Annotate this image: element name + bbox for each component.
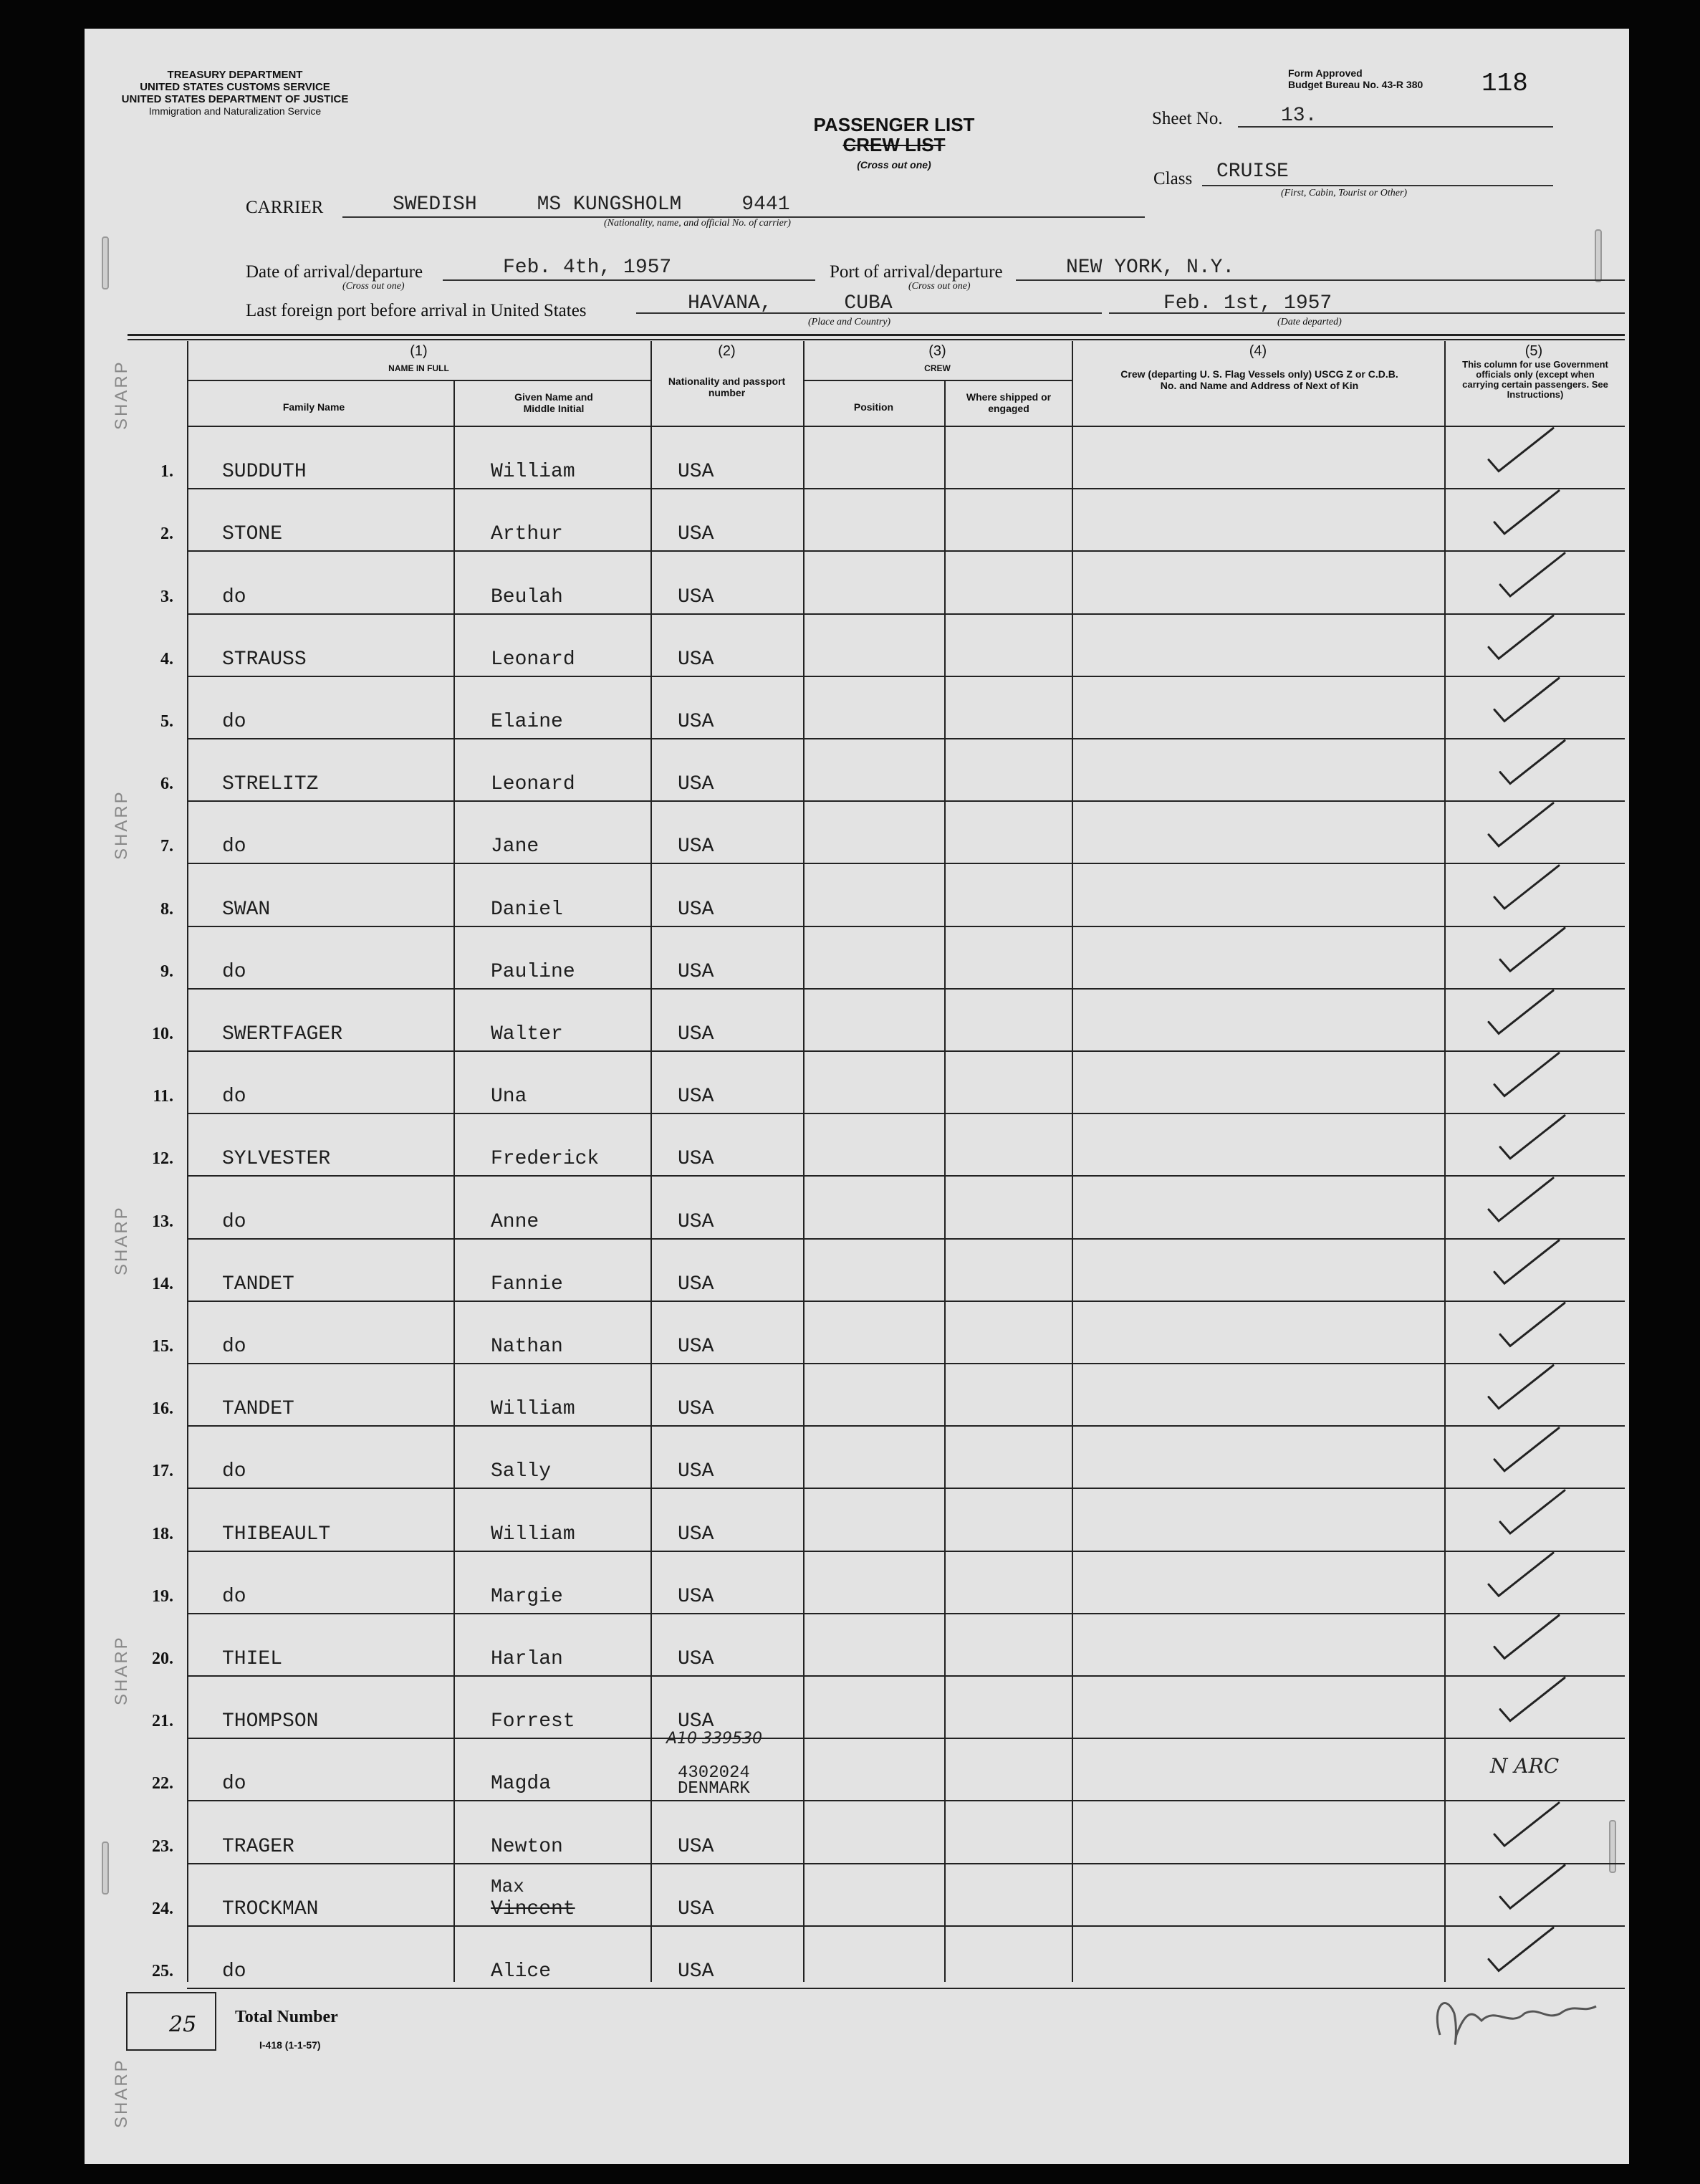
family-name: TROCKMAN [222, 1897, 319, 1920]
total-value: 25 [169, 2012, 197, 2037]
last-port-hint: (Place and Country) [808, 317, 891, 327]
nationality: USA [678, 461, 714, 484]
nationality: USA [678, 1897, 714, 1920]
row-number: 2. [160, 525, 173, 544]
agency-line: TREASURY DEPARTMENT [167, 69, 303, 81]
given-name: Jane [491, 835, 539, 858]
checkmark-icon [1489, 990, 1553, 1033]
col3-position-header: Position [853, 401, 894, 413]
nationality: USA [678, 1210, 714, 1233]
row-number: 14. [152, 1274, 173, 1293]
given-name: Leonard [491, 648, 575, 671]
row-number: 11. [153, 1087, 173, 1106]
checkmark-icon [1494, 1615, 1559, 1658]
nationality: USA [678, 1148, 714, 1171]
arrival-label: Date of arrival/departure [246, 262, 423, 282]
date-departed-hint: (Date departed) [1277, 317, 1342, 327]
row-number: 18. [152, 1524, 173, 1543]
nationality: USA [678, 1336, 714, 1358]
row-number: 17. [152, 1462, 173, 1481]
row-number: 19. [152, 1586, 173, 1606]
nationality: USA [678, 1460, 714, 1483]
family-name: TANDET [222, 1273, 294, 1295]
row-number: 22. [152, 1774, 173, 1793]
row-number: 3. [160, 587, 173, 606]
nationality: USA [678, 960, 714, 983]
family-name: do [222, 835, 246, 858]
form-number: I-418 (1-1-57) [259, 2039, 321, 2051]
last-port-label: Last foreign port before arrival in United States [246, 301, 587, 320]
margin-stamp: SHARP [112, 1205, 131, 1275]
family-name: STONE [222, 523, 283, 546]
title-passenger: PASSENGER LIST [813, 114, 975, 135]
checkmark-icon [1500, 1116, 1565, 1159]
given-name: Forrest [491, 1710, 575, 1733]
nationality: USA [678, 1835, 714, 1858]
given-name: Walter [491, 1023, 563, 1045]
family-name: do [222, 711, 246, 733]
checkmark-icon [1494, 1428, 1559, 1471]
col3-title: CREW [924, 363, 951, 373]
budget-bureau: Budget Bureau No. 43-R 380 [1288, 79, 1423, 90]
col1-given-header: Given Name and Middle Initial [514, 391, 593, 414]
nationality: USA [678, 1710, 714, 1733]
arrival-value: Feb. 4th, 1957 [503, 257, 672, 279]
margin-stamp: SHARP [112, 2058, 131, 2128]
sheet-label: Sheet No. [1152, 109, 1223, 128]
row-number: 25. [152, 1962, 173, 1981]
form-approved-label: Form Approved [1288, 67, 1363, 79]
checkmark-icon [1489, 803, 1553, 846]
checkmark-icon [1489, 616, 1553, 658]
title-hint: (Cross out one) [857, 159, 931, 171]
row-number: 20. [152, 1649, 173, 1668]
checkmark-icon [1500, 928, 1565, 971]
given-name: William [491, 461, 575, 484]
agency-line: Immigration and Naturalization Service [148, 105, 322, 117]
date-departed-value: Feb. 1st, 1957 [1163, 292, 1332, 315]
nationality: USA [678, 1523, 714, 1546]
row-number: 6. [160, 775, 173, 794]
row24-correction: Max [491, 1876, 524, 1897]
col5-number: (5) [1524, 343, 1543, 359]
sheet-value: 13. [1281, 105, 1317, 127]
arrival-hint: (Cross out one) [342, 281, 405, 292]
given-name: Leonard [491, 773, 575, 796]
agency-line: UNITED STATES DEPARTMENT OF JUSTICE [121, 93, 349, 105]
port-value: NEW YORK, N.Y. [1066, 257, 1235, 279]
checkmark-icon [1494, 1053, 1559, 1096]
given-name: Margie [491, 1585, 563, 1608]
total-label: Total Number [235, 2008, 338, 2026]
port-label: Port of arrival/departure [830, 262, 1003, 282]
margin-stamp: SHARP [112, 790, 131, 860]
given-name: William [491, 1398, 575, 1421]
carrier-value: SWEDISH MS KUNGSHOLM 9441 [393, 193, 790, 216]
col2-title: Nationality and passport number [668, 375, 786, 398]
given-name: Alice [491, 1960, 552, 1983]
signature-icon [1437, 2003, 1596, 2044]
given-name: Anne [491, 1210, 539, 1233]
nationality: USA [678, 1023, 714, 1045]
checkmark-icon [1489, 428, 1553, 471]
family-name: SWAN [222, 898, 271, 921]
checkmark-icon [1500, 1490, 1565, 1533]
family-name: STRELITZ [222, 773, 319, 796]
checkmark-icon [1494, 1240, 1559, 1283]
family-name: TRAGER [222, 1835, 294, 1858]
checkmark-icon [1494, 491, 1559, 534]
given-name: Arthur [491, 523, 563, 546]
row-number: 16. [152, 1399, 173, 1419]
checkmark-icon [1494, 678, 1559, 721]
nationality: USA [678, 1398, 714, 1421]
nationality: USA [678, 898, 714, 921]
row-number: 24. [152, 1899, 173, 1918]
family-name: THIBEAULT [222, 1523, 331, 1546]
checkmark-icon [1489, 1366, 1553, 1409]
col5-title: This column for use Government officials only (except when carrying certain passengers. See Instructions) [1462, 359, 1608, 400]
document-page [85, 29, 1629, 2164]
row22-col5-note: N ARC [1490, 1754, 1560, 1778]
col1-title: NAME IN FULL [388, 363, 449, 373]
margin-stamp: SHARP [112, 1635, 131, 1705]
carrier-label: CARRIER [246, 198, 324, 217]
family-name: do [222, 1336, 246, 1358]
checkmark-icon [1500, 741, 1565, 784]
carrier-hint: (Nationality, name, and official No. of carrier) [604, 218, 791, 229]
nationality: USA [678, 1648, 714, 1670]
nationality: USA [678, 1585, 714, 1608]
nationality: USA [678, 835, 714, 858]
col1-number: (1) [410, 343, 428, 359]
row-number: 15. [152, 1337, 173, 1356]
nationality: USA [678, 773, 714, 796]
checkmark-icon [1494, 1803, 1559, 1846]
family-name: do [222, 1773, 246, 1796]
family-name: do [222, 1460, 246, 1483]
class-hint: (First, Cabin, Tourist or Other) [1281, 188, 1408, 198]
nationality: USA [678, 585, 714, 608]
col4-number: (4) [1249, 343, 1267, 359]
family-name: SWERTFAGER [222, 1023, 343, 1045]
checkmark-icon [1500, 553, 1565, 596]
family-name: SUDDUTH [222, 461, 307, 484]
port-hint: (Cross out one) [908, 281, 971, 292]
family-name: STRAUSS [222, 648, 307, 671]
last-port-value: HAVANA, CUBA [688, 292, 893, 315]
family-name: do [222, 1585, 246, 1608]
row-number: 4. [160, 649, 173, 669]
row-number: 10. [152, 1025, 173, 1043]
row-number: 21. [152, 1712, 173, 1731]
nationality: USA [678, 711, 714, 733]
nationality: USA [678, 1086, 714, 1108]
checkmark-icon [1500, 1303, 1565, 1346]
given-name: Harlan [491, 1648, 563, 1670]
given-name: Pauline [491, 960, 575, 983]
given-name: Frederick [491, 1148, 600, 1171]
family-name: TANDET [222, 1398, 294, 1421]
margin-stamp: SHARP [112, 360, 131, 430]
given-name: Nathan [491, 1336, 563, 1358]
nationality: USA [678, 523, 714, 546]
page-number: 118 [1482, 69, 1528, 98]
family-name: THOMPSON [222, 1710, 319, 1733]
nationality: USA [678, 1960, 714, 1983]
row-number: 5. [160, 712, 173, 731]
agency-line: UNITED STATES CUSTOMS SERVICE [140, 81, 330, 93]
given-name: Una [491, 1086, 527, 1108]
family-name: do [222, 1086, 246, 1108]
given-name: Newton [491, 1835, 563, 1858]
col3-shipped-header: Where shipped or engaged [966, 391, 1052, 414]
given-name: Elaine [491, 711, 563, 733]
checkmark-icon [1494, 866, 1559, 909]
row-number: 8. [160, 899, 173, 919]
given-name: Magda [491, 1773, 552, 1796]
family-name: do [222, 1960, 246, 1983]
row-number: 7. [160, 837, 173, 856]
col4-title: Crew (departing U. S. Flag Vessels only) USCG Z or C.D.B. No. and Name and Address of Next of Kin [1120, 368, 1398, 391]
nationality: USA [678, 1273, 714, 1295]
checkmark-icon [1489, 1178, 1553, 1221]
given-name: Sally [491, 1460, 552, 1483]
family-name: SYLVESTER [222, 1148, 331, 1171]
family-name: do [222, 585, 246, 608]
row-number: 1. [160, 462, 173, 482]
checkmark-icon [1500, 1865, 1565, 1908]
class-value: CRUISE [1216, 161, 1289, 183]
title-crew: CREW LIST [842, 134, 946, 155]
family-name: THIEL [222, 1648, 283, 1670]
row-number: 13. [152, 1212, 173, 1231]
col1-family-header: Family Name [282, 401, 345, 413]
col2-number: (2) [718, 343, 736, 359]
col3-number: (3) [928, 343, 946, 359]
checkmark-layer [85, 29, 1629, 2164]
row-number: 9. [160, 962, 173, 981]
given-name: Fannie [491, 1273, 563, 1295]
checkmark-icon [1500, 1678, 1565, 1721]
given-name: Vincent [491, 1897, 575, 1920]
family-name: do [222, 960, 246, 983]
row-number: 23. [152, 1836, 173, 1856]
nationality: 4302024 DENMARK [678, 1763, 750, 1799]
given-name: William [491, 1523, 575, 1546]
class-label: Class [1153, 169, 1193, 188]
checkmark-icon [1489, 1927, 1553, 1970]
nationality: USA [678, 648, 714, 671]
family-name: do [222, 1210, 246, 1233]
row22-handwritten-note: A10 339530 [666, 1730, 763, 1748]
given-name: Daniel [491, 898, 563, 921]
given-name: Beulah [491, 585, 563, 608]
row-number: 12. [152, 1149, 173, 1169]
checkmark-icon [1489, 1553, 1553, 1596]
